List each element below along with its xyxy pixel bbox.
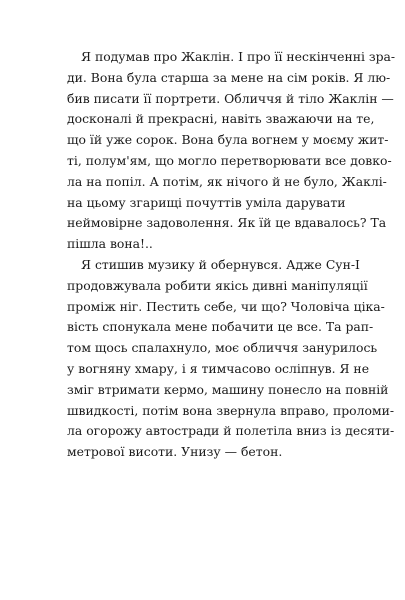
text-line: метрової висоти. Унизу — бетон. <box>67 444 283 460</box>
text-line: Я подумав про Жаклін. І про її нескінченні зра- <box>81 49 396 64</box>
text-line: ла огорожу автостради й полетіла вниз із десяти- <box>67 423 395 439</box>
text-line: зміг втримати кермо, машину понесло на повній <box>67 381 389 397</box>
text-line: бив писати її портрети. Обличчя й тіло Жаклін — <box>67 90 394 106</box>
text-line: швидкості, потім вона звернула вправо, проломи- <box>67 402 395 418</box>
body-text <box>67 47 396 463</box>
text-line: неймовірне задоволення. Як їй це вдавалось? Та <box>67 215 387 231</box>
text-line: проміж ніг. Пестить себе, чи що? Чоловіча ціка- <box>67 298 385 314</box>
text-line: ті, полум'ям, що могло перетворювати все довко- <box>67 152 392 168</box>
text-line: досконалі й прекрасні, навіть зважаючи на те, <box>67 111 375 127</box>
paragraph-2 <box>67 255 395 463</box>
text-line: ди. Вона була старша за мене на сім років. Я лю- <box>67 69 391 85</box>
text-line: що їй уже сорок. Вона була вогнем у моєму жит- <box>67 132 389 148</box>
paragraph-1 <box>67 47 396 255</box>
text-line: у вогняну хмару, і я тимчасово осліпнув. Я не <box>67 360 370 376</box>
text-line: Я стишив музику й обернувся. Адже Сун-І <box>81 256 360 272</box>
text-line: ла на попіл. А потім, як нічого й не було, Жаклі- <box>67 173 387 189</box>
text-line: на цьому згарищі почуттів уміла дарувати <box>67 194 346 210</box>
text-line: том щось спалахнуло, моє обличчя занурилось <box>67 340 378 356</box>
text-line: вість спонукала мене побачити це все. Та рап- <box>67 319 374 335</box>
text-line: продовжувала робити якісь дивні маніпуляції <box>67 277 368 293</box>
text-line: пішла вона!.. <box>67 236 153 252</box>
